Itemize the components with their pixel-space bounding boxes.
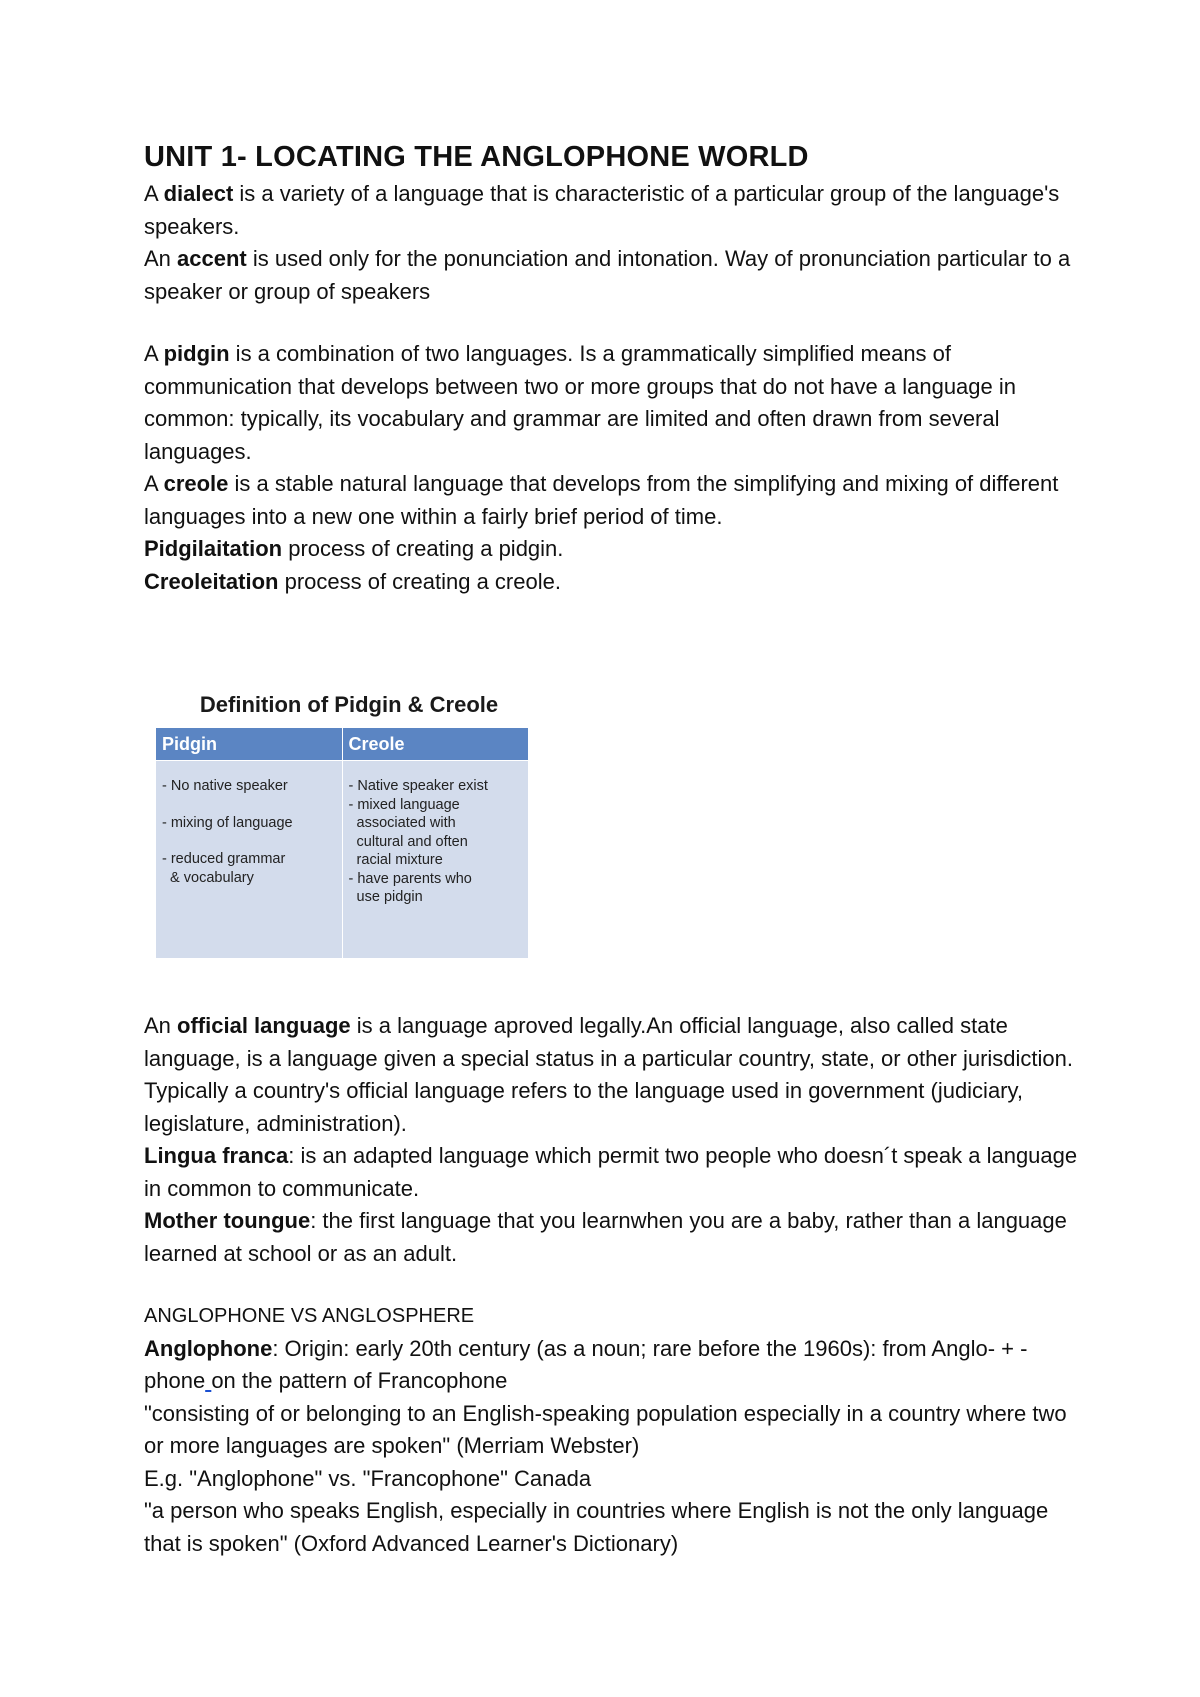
- creole-item: cultural and often: [348, 833, 468, 850]
- pidgin-column-body: [156, 761, 342, 887]
- pidgin-creole-figure: [156, 688, 528, 958]
- figure-table: [156, 728, 528, 958]
- pidgin-term: pidgin: [163, 341, 230, 366]
- anglophone-definition: Anglophone: Origin: early 20th century (as a noun; rare before the 1960s): from Anglo- + -phone on the pattern of Francophone: [144, 1335, 1028, 1393]
- creole-column: [342, 728, 529, 958]
- pidgin-column: [156, 728, 342, 958]
- dialect-term: dialect: [163, 181, 234, 206]
- pidgilaitation-term: Pidgilaitation: [144, 536, 283, 561]
- lingua-franca-term: Lingua franca: [144, 1143, 289, 1168]
- spacer: [144, 308, 1084, 338]
- official-language-term: official language: [177, 1013, 351, 1038]
- pidgilaitation-definition: Pidgilaitation process of creating a pidgin.: [144, 536, 564, 561]
- creole-item: - have parents who: [348, 870, 472, 887]
- pidgin-item: - mixing of language: [162, 814, 293, 831]
- pidgin-item: - reduced grammar: [162, 851, 286, 867]
- creole-item: associated with: [348, 815, 456, 831]
- oxford-quote: "a person who speaks English, especially in countries where English is not the only language that is spoken" (Oxford Advanced Learner's Dictionary): [144, 1498, 1049, 1556]
- document-page: [144, 140, 1084, 1560]
- page-title: UNIT 1- LOCATING THE ANGLOPHONE WORLD: [144, 141, 809, 173]
- creole-column-body: [343, 761, 529, 907]
- mother-tongue-definition: Mother toungue: the first language that you learnwhen you are a baby, rather than a language learned at school or as an adult.: [144, 1208, 1067, 1266]
- creole-item: - mixed language: [348, 796, 460, 813]
- spacer: [144, 958, 1084, 1010]
- spacer: [144, 1270, 1084, 1300]
- figure-title: Definition of Pidgin & Creole: [199, 692, 499, 717]
- creole-definition: A creole is a stable natural language that develops from the simplifying and mixing of different languages into a new one within a fairly brief period of time.: [144, 471, 1059, 529]
- creole-column-header: Creole: [343, 728, 529, 761]
- creoleitation-term: Creoleitation: [144, 568, 279, 594]
- canada-example: E.g. "Anglophone" vs. "Francophone" Canada: [144, 1465, 592, 1491]
- spacer: [144, 598, 1084, 688]
- merriam-webster-quote: "consisting of or belonging to an English-speaking population especially in a country where two or more languages are spoken" (Merriam Webster): [144, 1400, 1067, 1458]
- pidgin-definition: A pidgin is a combination of two languages. Is a grammatically simplified means of communication that develops between two or more groups that do not have a language in common: typically, its vocabulary and grammar are limited and often drawn from several languages.: [144, 341, 1016, 464]
- pidgin-column-header: Pidgin: [156, 728, 342, 761]
- pidgin-item: - No native speaker: [162, 778, 288, 794]
- mother-tongue-term: Mother toungue: [144, 1208, 311, 1233]
- lingua-franca-definition: Lingua franca: is an adapted language which permit two people who doesn´t speak a language in common to communicate.: [144, 1143, 1078, 1201]
- creole-term: creole: [163, 471, 229, 496]
- creole-item: use pidgin: [348, 889, 423, 905]
- creole-item: - Native speaker exist: [348, 778, 488, 794]
- creoleitation-definition: Creoleitation process of creating a creole.: [144, 568, 561, 594]
- section-heading: ANGLOPHONE VS ANGLOSPHERE: [144, 1305, 475, 1327]
- pidgin-item: & vocabulary: [162, 869, 254, 886]
- accent-term: accent: [177, 246, 247, 271]
- dialect-definition: A dialect is a variety of a language that is characteristic of a particular group of the language's speakers.: [144, 181, 1060, 239]
- official-language-definition: An official language is a language aproved legally.An official language, also called state language, is a language given a special status in a particular country, state, or other jurisdiction. Typically a country's official language refers to the language used in government (judiciary, legislature, administration).: [144, 1013, 1074, 1136]
- anglophone-term: Anglophone: [144, 1335, 273, 1361]
- creole-item: racial mixture: [348, 852, 443, 868]
- accent-definition: An accent is used only for the ponunciation and intonation. Way of pronunciation particular to a speaker or group of speakers: [144, 246, 1071, 304]
